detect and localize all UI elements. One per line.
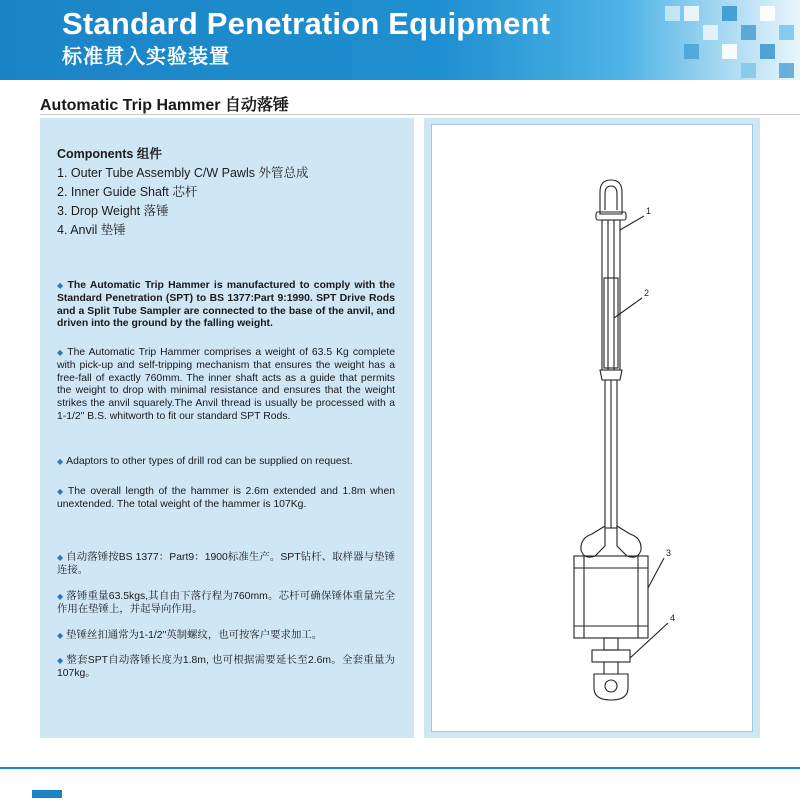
top-lifting-eye <box>600 180 622 214</box>
diamond-bullet-icon: ◆ <box>57 592 64 601</box>
paragraph-en: ◆ The overall length of the hammer is 2.6m extended and 1.8m when unextended. The total weight of the hammer is 107Kg. <box>57 486 395 510</box>
diamond-bullet-icon: ◆ <box>57 348 65 357</box>
paragraph-en: ◆ The Automatic Trip Hammer comprises a weight of 63.5 Kg complete with pick-up and self-tripping mechanism that ensures the weight has a free-fall of exactly 760mm. The inner shaft acts as a guide that permits the weight to drop with minimal resistance and ensures that the weight strikes the anvil squarely.The Anvil thread is usually be processed with a 1-1/2" B.S. whitworth to fit our standard SPT Rods. <box>57 347 395 422</box>
hammer-diagram <box>424 118 760 738</box>
bottom-eye <box>594 674 628 700</box>
header-band <box>0 0 800 80</box>
diamond-bullet-icon: ◆ <box>57 281 65 290</box>
pawl <box>581 526 605 557</box>
component-item: 4. Anvil 垫锤 <box>57 223 126 237</box>
component-item: 1. Outer Tube Assembly C/W Pawls 外管总成 <box>57 166 309 180</box>
outer-tube <box>602 220 620 370</box>
paragraph-cn: ◆ 自动落锤按BS 1377：Part9：1900标准生产。SPT钻杆、取样器与垫锤连接。 <box>57 552 395 576</box>
footer-rule <box>0 767 800 769</box>
paragraph-en: ◆ The Automatic Trip Hammer is manufactured to comply with the Standard Penetration (SPT) to BS 1377:Part 9:1990. SPT Drive Rods and a Split Tube Sampler are connected to the base of the anvil, and driven into the ground by the falling weight. <box>57 280 395 330</box>
paragraph-cn: ◆ 落锤重量63.5kgs,其自由下落行程为760mm。芯杆可确保锤体重量完全作用在垫锤上，并起导向作用。 <box>57 591 395 615</box>
diamond-bullet-icon: ◆ <box>57 553 64 562</box>
decorative-mosaic <box>610 0 800 80</box>
paragraph-en: ◆ Adaptors to other types of drill rod can be supplied on request. <box>57 456 353 467</box>
components-heading: Components 组件 <box>57 147 162 161</box>
callout-3: 3 <box>666 548 672 558</box>
diamond-bullet-icon: ◆ <box>57 631 64 640</box>
callout-1: 1 <box>646 206 652 216</box>
pawl <box>617 526 641 557</box>
section-title: Automatic Trip Hammer 自动落锤 <box>40 97 289 114</box>
diamond-bullet-icon: ◆ <box>57 656 64 665</box>
component-item: 3. Drop Weight 落锤 <box>57 204 169 218</box>
paragraph-cn: ◆ 垫锤丝扣通常为1-1/2"英制螺纹，也可按客户要求加工。 <box>57 630 323 641</box>
page-subtitle: 标准贯入实验装置 <box>62 46 230 68</box>
component-item: 2. Inner Guide Shaft 芯杆 <box>57 185 198 199</box>
callout-leader-4 <box>630 623 668 658</box>
diamond-bullet-icon: ◆ <box>57 487 65 496</box>
paragraph-cn: ◆ 整套SPT自动落锤长度为1.8m, 也可根据需要延长至2.6m。全套重量为107kg。 <box>57 655 396 679</box>
divider <box>40 114 800 115</box>
callout-leader-3 <box>648 558 664 588</box>
page-title: Standard Penetration Equipment <box>62 6 551 41</box>
anvil <box>592 650 630 662</box>
callout-leader-1 <box>620 216 644 230</box>
callout-4: 4 <box>670 613 676 623</box>
inner-guide-shaft <box>604 278 618 368</box>
callout-2: 2 <box>644 288 650 298</box>
diamond-bullet-icon: ◆ <box>57 457 64 466</box>
footer-mark <box>32 790 62 798</box>
